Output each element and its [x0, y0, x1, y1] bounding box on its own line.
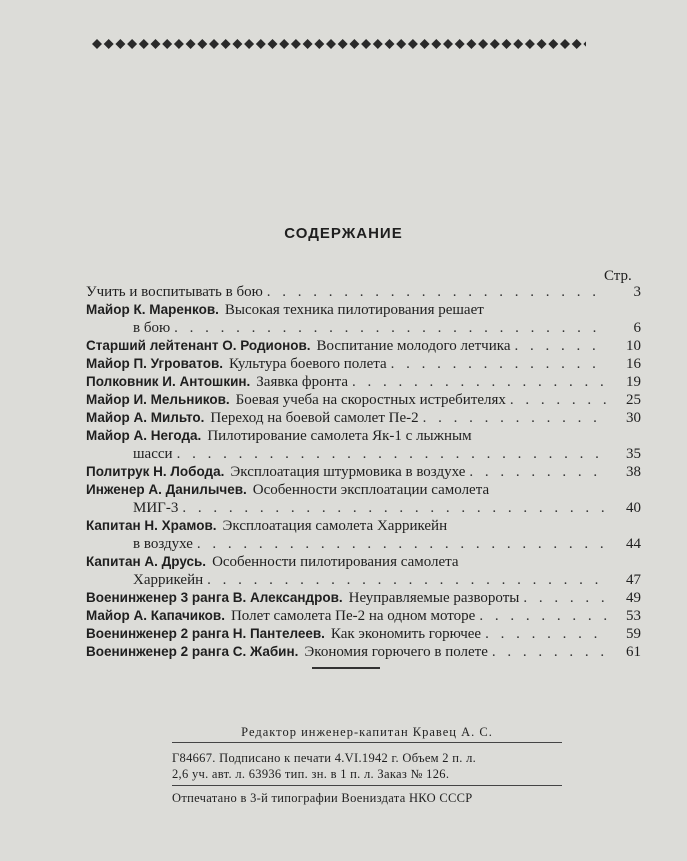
toc-entry-page-number: 49 [626, 590, 641, 606]
toc-entry-page-number: 25 [626, 392, 641, 408]
toc-entry-title-continued: в воздухе [133, 536, 193, 552]
toc-leader-dots [182, 499, 607, 517]
toc-entry-page-number: 19 [626, 374, 641, 390]
toc-entry [86, 337, 641, 355]
toc-entry [86, 409, 641, 427]
toc-entry [86, 427, 641, 463]
toc-leader-dots [469, 463, 607, 481]
toc-entry-title: Эксплоатация штурмовика в воздухе [230, 464, 466, 480]
toc-entry-title: Экономия горючего в полете [304, 644, 488, 660]
toc-entry-author: Капитан Н. Храмов. [86, 518, 217, 533]
divider-line [312, 667, 380, 669]
toc-leader-dots [510, 391, 607, 409]
toc-entry-author: Майор А. Негода. [86, 428, 202, 443]
toc-entry-page-number: 44 [626, 536, 641, 552]
toc-entry-author: Капитан А. Друсь. [86, 554, 207, 569]
publication-details [172, 747, 562, 786]
toc-entry-page-number: 3 [633, 284, 641, 300]
printer-line: Отпечатано в 3-й типографии Воениздата НКО СССР [172, 791, 473, 805]
toc-entry-title-continued: шасси [133, 446, 173, 462]
toc-leader-dots [174, 319, 607, 337]
editor-line: Редактор инженер-капитан Кравец А. С. [172, 724, 562, 743]
toc-entry-author: Майор К. Маренков. [86, 302, 219, 317]
toc-entry-page-number: 6 [633, 320, 641, 336]
toc-entry-page-number: 35 [626, 446, 641, 462]
toc-entry-title: Особенности пилотирования самолета [212, 554, 459, 570]
toc-leader-dots [514, 337, 607, 355]
toc-leader-dots [197, 535, 607, 553]
toc-leader-dots [177, 445, 607, 463]
toc-entry-title-continued: Харрикейн [133, 572, 204, 588]
toc-entry-page-number: 40 [626, 500, 641, 516]
toc-entry-title: Переход на боевой самолет Пе-2 [210, 410, 419, 426]
toc-entry-page-number: 53 [626, 608, 641, 624]
toc-entry [86, 283, 641, 301]
publication-line-2: 2,6 уч. авт. л. 63936 тип. зн. в 1 п. л. Заказ № 126. [172, 767, 450, 781]
toc-entry-page-number: 61 [626, 644, 641, 660]
toc-entry-title: Учить и воспитывать в бою [86, 284, 263, 300]
toc-leader-dots [523, 589, 607, 607]
toc-entry-author: Майор А. Мильто. [86, 410, 205, 425]
toc-entry-author: Военинженер 3 ранга В. Александров. [86, 590, 343, 605]
toc-entry-author: Полковник И. Антошкин. [86, 374, 251, 389]
toc-leader-dots [207, 571, 607, 589]
toc-entry-title: Как экономить горючее [330, 626, 482, 642]
toc-leader-dots [391, 355, 607, 373]
toc-entry-page-number: 47 [626, 572, 641, 588]
table-of-contents [86, 283, 641, 661]
toc-entry-title-continued: МИГ-3 [133, 500, 179, 516]
toc-entry-author: Майор П. Угроватов. [86, 356, 224, 371]
toc-entry-author: Майор И. Мельников. [86, 392, 230, 407]
decorative-ornament-border [88, 36, 586, 52]
toc-entry-author: Военинженер 2 ранга С. Жабин. [86, 644, 299, 659]
toc-entry-author: Майор А. Капачиков. [86, 608, 225, 623]
toc-leader-dots [485, 625, 607, 643]
publication-line-1: Г84667. Подписано к печати 4.VI.1942 г. Объем 2 п. л. [172, 751, 477, 765]
toc-entry-title: Полет самолета Пе-2 на одном моторе [230, 608, 476, 624]
toc-entry-author: Военинженер 2 ранга Н. Пантелеев. [86, 626, 325, 641]
toc-leader-dots [479, 607, 607, 625]
toc-entry [86, 625, 641, 643]
toc-entry [86, 553, 641, 589]
toc-leader-dots [423, 409, 607, 427]
toc-entry-title: Пилотирование самолета Як-1 с лыжным [207, 428, 472, 444]
toc-entry [86, 517, 641, 553]
toc-entry-title-continued: в бою [133, 320, 171, 336]
page-title: СОДЕРЖАНИЕ [284, 225, 403, 242]
toc-entry-title: Эксплоатация самолета Харрикейн [222, 518, 448, 534]
toc-entry [86, 643, 641, 661]
toc-leader-dots [352, 373, 607, 391]
toc-entry-title: Боевая учеба на скоростных истребителях [235, 392, 506, 408]
toc-entry-page-number: 10 [626, 338, 641, 354]
toc-leader-dots [267, 283, 607, 301]
toc-entry [86, 589, 641, 607]
toc-leader-dots [492, 643, 607, 661]
toc-entry [86, 391, 641, 409]
toc-entry [86, 607, 641, 625]
toc-entry-author: Политрук Н. Лобода. [86, 464, 225, 479]
toc-entry [86, 463, 641, 481]
toc-entry-title: Заявка фронта [256, 374, 349, 390]
toc-entry-page-number: 30 [626, 410, 641, 426]
toc-entry-author: Инженер А. Данилычев. [86, 482, 247, 497]
toc-entry-title: Культура боевого полета [229, 356, 387, 372]
imprint-block [172, 724, 562, 806]
toc-entry-title: Особенности эксплоатации самолета [252, 482, 490, 498]
toc-entry [86, 355, 641, 373]
toc-entry-page-number: 16 [626, 356, 641, 372]
toc-entry-author: Старший лейтенант О. Родионов. [86, 338, 311, 353]
toc-entry-title: Высокая техника пилотирования решает [224, 302, 484, 318]
toc-entry-title: Воспитание молодого летчика [316, 338, 511, 354]
toc-entry-page-number: 59 [626, 626, 641, 642]
toc-entry-title: Неуправляемые развороты [348, 590, 520, 606]
toc-entry-page-number: 38 [626, 464, 641, 480]
page-column-label: Стр. [604, 268, 632, 284]
toc-entry [86, 301, 641, 337]
toc-entry [86, 373, 641, 391]
toc-entry [86, 481, 641, 517]
